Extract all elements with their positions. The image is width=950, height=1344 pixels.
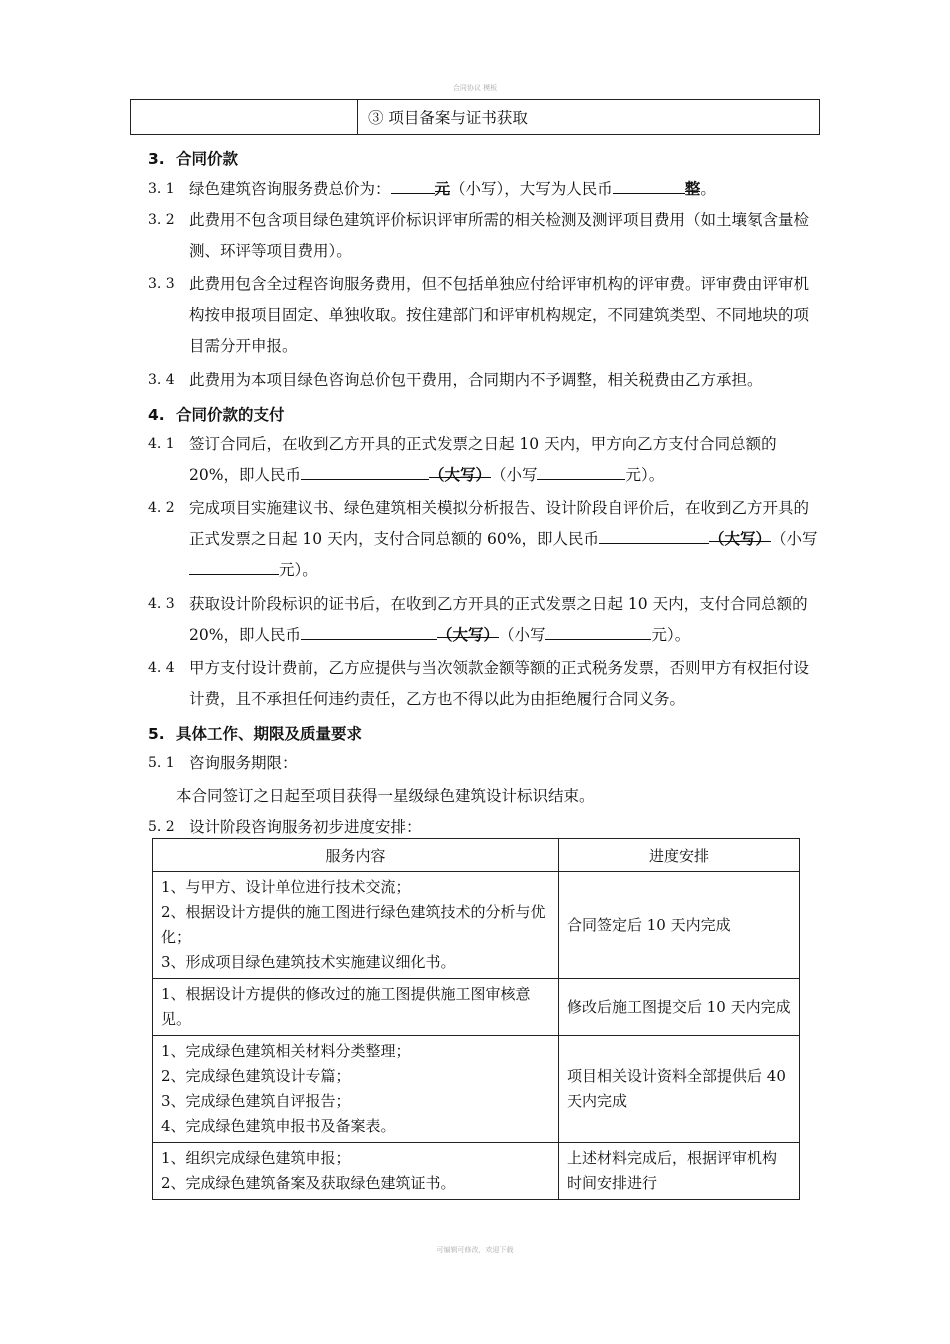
- clause-number: 4. 1: [148, 436, 175, 452]
- content-line: 3、完成绿色建筑自评报告；: [161, 1092, 351, 1110]
- section-number: 3.: [148, 150, 165, 168]
- clause-text: 完成项目实施建议书、绿色建筑相关模拟分析报告、设计阶段自评价后，在收到乙方开具的正式发票之日起 10 天内，支付合同总额的 60%，即人民币: [189, 499, 810, 548]
- clause-3-1: [148, 174, 818, 205]
- progress-cell: 项目相关设计资料全部提供后 40 天内完成: [559, 1036, 800, 1143]
- blank-line: [391, 176, 435, 194]
- clause-number: 4. 3: [148, 596, 175, 612]
- section-title: 合同价款的支付: [176, 406, 285, 424]
- progress-cell: 合同签定后 10 天内完成: [559, 872, 800, 979]
- daxie-label: （大写）: [429, 460, 491, 478]
- schedule-header-row: [153, 839, 800, 872]
- clause-number: 3. 3: [148, 276, 175, 292]
- daxie-label: （大写）: [437, 620, 499, 638]
- content-line: 1、根据设计方提供的修改过的施工图提供施工图审核意见。: [161, 985, 531, 1028]
- content-cell: [153, 872, 559, 979]
- clause-4-1: [148, 429, 818, 491]
- clause-number: 3. 4: [148, 372, 175, 388]
- clause-text: 元）。: [279, 561, 318, 579]
- top-cell-left: [131, 100, 358, 135]
- clause-5-1: [148, 748, 818, 779]
- clause-text: 设计阶段咨询服务初步进度安排：: [189, 818, 422, 836]
- clause-number: 5. 1: [148, 755, 175, 771]
- table-row: [153, 1143, 800, 1200]
- top-table-row: [130, 99, 820, 135]
- content-line: 3、形成项目绿色建筑技术实施建议细化书。: [161, 953, 456, 971]
- blank-line: [301, 462, 429, 480]
- clause-text: 绿色建筑咨询服务费总价为：: [189, 180, 391, 198]
- clause-4-4: [148, 653, 818, 715]
- clause-5-1-detail: 本合同签订之日起至项目获得一星级绿色建筑设计标识结束。: [176, 787, 595, 805]
- content-line: 2、完成绿色建筑备案及获取绿色建筑证书。: [161, 1174, 456, 1192]
- clause-number: 5. 2: [148, 819, 175, 835]
- blank-line: [613, 176, 685, 194]
- progress-cell: 上述材料完成后，根据评审机构时间安排进行: [559, 1143, 800, 1200]
- clause-text: 此费用为本项目绿色咨询总价包干费用，合同期内不予调整，相关税费由乙方承担。: [189, 371, 763, 389]
- content-line: 1、与甲方、设计单位进行技术交流；: [161, 878, 411, 896]
- content-cell: [153, 1036, 559, 1143]
- section-title: 合同价款: [176, 150, 239, 168]
- blank-line: [301, 622, 437, 640]
- clause-text: 此费用包含全过程咨询服务费用，但不包括单独应付给评审机构的评审费。评审费由评审机构按申报项目固定、单独收取。按住建部门和评审机构规定，不同建筑类型、不同地块的项目需分开申报。: [189, 275, 810, 355]
- clause-4-3: [148, 589, 818, 651]
- blank-line: [189, 557, 279, 575]
- page-footer: 可编辑可修改，欢迎下载: [436, 1246, 514, 1254]
- section-number: 4.: [148, 406, 165, 424]
- clause-text: （小写: [498, 626, 546, 644]
- clause-text: 获取设计阶段标识的证书后，在收到乙方开具的正式发票之日起 10 天内，支付合同总额的 20%，即人民币: [189, 595, 808, 644]
- zheng-label: 整: [685, 174, 701, 192]
- blank-line: [545, 622, 651, 640]
- header-progress: 进度安排: [559, 839, 800, 872]
- section-3-heading: [148, 147, 238, 169]
- clause-4-2: [148, 493, 818, 586]
- daxie-label: （大写）: [709, 524, 771, 542]
- clause-3-3: [148, 269, 818, 362]
- clause-text: 签订合同后，在收到乙方开具的正式发票之日起 10 天内，甲方向乙方支付合同总额的 20%，即人民币: [189, 435, 777, 484]
- blank-line: [537, 462, 625, 480]
- clause-number: 3. 2: [148, 212, 175, 228]
- clause-number: 4. 4: [148, 660, 175, 676]
- table-row: [153, 1036, 800, 1143]
- top-cell-right: ③ 项目备案与证书获取: [358, 100, 820, 135]
- content-line: 4、完成绿色建筑申报书及备案表。: [161, 1117, 396, 1135]
- clause-text: 元）。: [625, 466, 665, 484]
- blank-line: [599, 526, 709, 544]
- schedule-table: [152, 838, 800, 1200]
- clause-text: （小写: [490, 466, 538, 484]
- clause-text: 此费用不包含项目绿色建筑评价标识评审所需的相关检测及测评项目费用（如土壤氡含量检测、环评等项目费用）。: [189, 211, 810, 260]
- yuan-label: 元: [435, 174, 451, 192]
- clause-text: 甲方支付设计费前，乙方应提供与当次领款金额等额的正式税务发票，否则甲方有权拒付设计费，且不承担任何违约责任，乙方也不得以此为由拒绝履行合同义务。: [189, 659, 810, 708]
- section-5-heading: [148, 722, 362, 744]
- content-cell: [153, 979, 559, 1036]
- header-content: 服务内容: [153, 839, 559, 872]
- clause-text: （小写: [770, 530, 818, 548]
- section-4-heading: [148, 403, 285, 425]
- table-row: [153, 979, 800, 1036]
- clause-3-2: [148, 205, 818, 267]
- section-title: 具体工作、期限及质量要求: [176, 725, 363, 743]
- clause-text: 。: [700, 180, 716, 198]
- content-line: 1、完成绿色建筑相关材料分类整理；: [161, 1042, 411, 1060]
- clause-number: 4. 2: [148, 500, 175, 516]
- clause-3-4: [148, 365, 818, 396]
- content-line: 2、完成绿色建筑设计专篇；: [161, 1067, 351, 1085]
- content-line: 2、根据设计方提供的施工图进行绿色建筑技术的分析与优化；: [161, 903, 546, 946]
- content-line: 1、组织完成绿色建筑申报；: [161, 1149, 351, 1167]
- page-header: 合同协议 模板: [452, 84, 498, 92]
- clause-text: 咨询服务期限：: [189, 754, 298, 772]
- clause-number: 3. 1: [148, 181, 175, 197]
- table-row: [153, 872, 800, 979]
- section-number: 5.: [148, 725, 165, 743]
- content-cell: [153, 1143, 559, 1200]
- progress-cell: 修改后施工图提交后 10 天内完成: [559, 979, 800, 1036]
- clause-text: 元）。: [651, 626, 691, 644]
- clause-text: （小写），大写为人民币: [450, 180, 613, 198]
